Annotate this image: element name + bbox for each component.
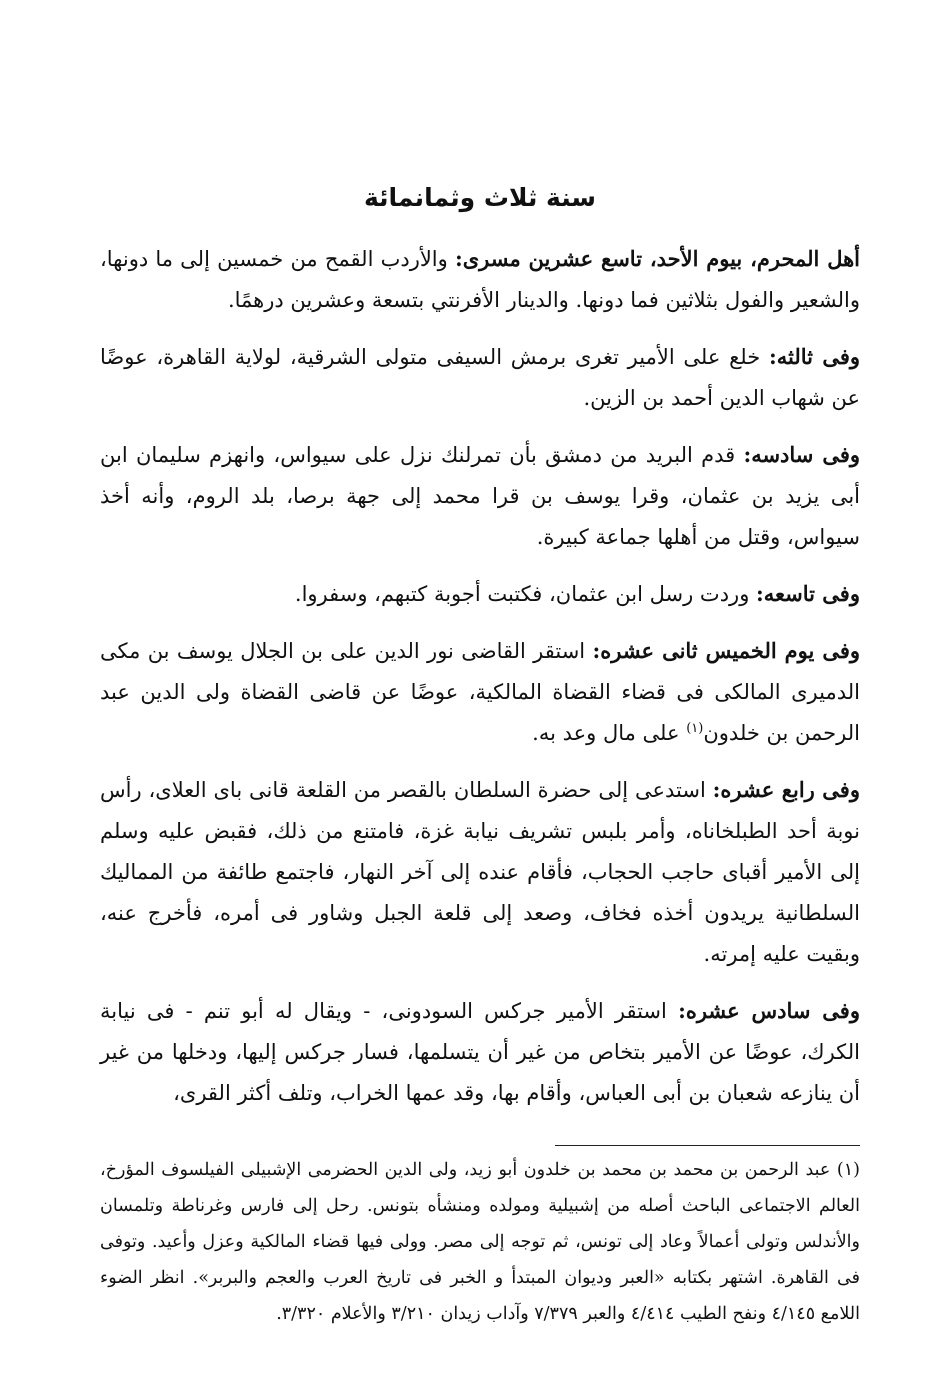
- paragraph-text: استقر القاضى نور الدين على بن الجلال يوسف بن مكى الدميرى المالكى فى قضاء القضاة المالكية، عوضًا عن قاضى القضاة ولى الدين عبد الرحمن بن خلدون: [100, 639, 860, 745]
- paragraph-text-after: على مال وعد به.: [532, 721, 687, 745]
- paragraph-lead: وفى ثالثه:: [768, 344, 861, 369]
- paragraph-text: استدعى إلى حضرة السلطان بالقصر من القلعة قانى باى العلاى، رأس نوبة أحد الطبلخاناه، وأمر بلبس تشريف نيابة غزة، فامتنع من ذلك، فقبض عليه وسلم إلى الأمير أقباى حاجب الحجاب، فأقام عنده إلى آخر النهار، فاجتمع طائفة من المماليك السلطانية يريدون أخذه فخاف، وصعد إلى قلعة الجبل وشاور فى أمره، فأخرج عنه، وبقيت عليه إمرته.: [100, 778, 860, 966]
- paragraph-lead: وفى يوم الخميس ثانى عشره:: [592, 638, 860, 663]
- paragraph-1: [100, 238, 860, 321]
- paragraph-lead: وفى رابع عشره:: [712, 777, 860, 802]
- paragraph-text: والأردب القمح من خمسين إلى ما دونها، والشعير والفول بثلاثين فما دونها. والدينار الأفرنتي بتسعة وعشرين درهمًا.: [100, 247, 860, 312]
- paragraph-text: استقر الأمير جركس السودونى، - ويقال له أبو تنم - فى نيابة الكرك، عوضًا عن الأمير بتخاص من غير أن يتسلمها، فسار جركس إليها، ودخلها من غير أن ينازعه شعبان بن أبى العباس، وأقام بها، وقد عمها الخراب، وتلف أكثر القرى،: [100, 999, 860, 1105]
- paragraph-text: خلع على الأمير تغرى برمش السيفى متولى الشرقية، لولاية القاهرة، عوضًا عن شهاب الدين أحمد بن الزين.: [100, 345, 860, 410]
- paragraph-lead: أهل المحرم، بيوم الأحد، تاسع عشرين مسرى:: [454, 246, 861, 271]
- paragraph-2: [100, 336, 860, 419]
- paragraph-lead: وفى تاسعه:: [756, 581, 860, 606]
- footnote-divider: [555, 1145, 860, 1146]
- paragraph-6: [100, 769, 860, 975]
- paragraph-lead: وفى سادسه:: [743, 442, 860, 467]
- footnote-reference[interactable]: (١): [686, 721, 704, 736]
- paragraph-7: [100, 990, 860, 1114]
- paragraph-text: وردت رسل ابن عثمان، فكتبت أجوبة كتبهم، وسفروا.: [294, 582, 757, 606]
- page-title: سنة ثلاث وثمانمائة: [363, 183, 596, 212]
- paragraph-text: قدم البريد من دمشق بأن تمرلنك نزل على سيواس، وانهزم سليمان ابن أبى يزيد بن عثمان، وقرا يوسف بن قرا محمد إلى جهة برصا، بلد الروم، وأنه أخذ سيواس، وقتل من أهلها جماعة كبيرة.: [100, 443, 860, 549]
- page-body: [100, 178, 860, 1129]
- paragraph-lead: وفى سادس عشره:: [678, 998, 860, 1023]
- paragraph-3: [100, 434, 860, 558]
- paragraph-5: [100, 630, 860, 754]
- paragraph-4: [100, 573, 860, 615]
- footnote: (١) عبد الرحمن بن محمد بن محمد بن خلدون أبو زيد، ولى الدين الحضرمى الإشبيلى الفيلسوف المؤرخ، العالم الاجتماعى الباحث أصله من إشبيلية ومولده ومنشأه بتونس. رحل إلى فارس وغرناطة وتلمسان والأندلس وتولى أعمالاً وعاد إلى تونس، ثم توجه إلى مصر. وولى فيها قضاء المالكية وعزل وأعيد. وتوفى فى القاهرة. اشتهر بكتابه «العبر وديوان المبتدأ و الخبر فى تاريخ العرب والعجم والبربر». انظر الضوء اللامع ٤/١٤٥ ونفح الطيب ٤/٤١٤ والعبر ٧/٣٧٩ وآداب زيدان ٣/٢١٠ والأعلام ٣/٣٢٠.: [100, 1160, 860, 1324]
